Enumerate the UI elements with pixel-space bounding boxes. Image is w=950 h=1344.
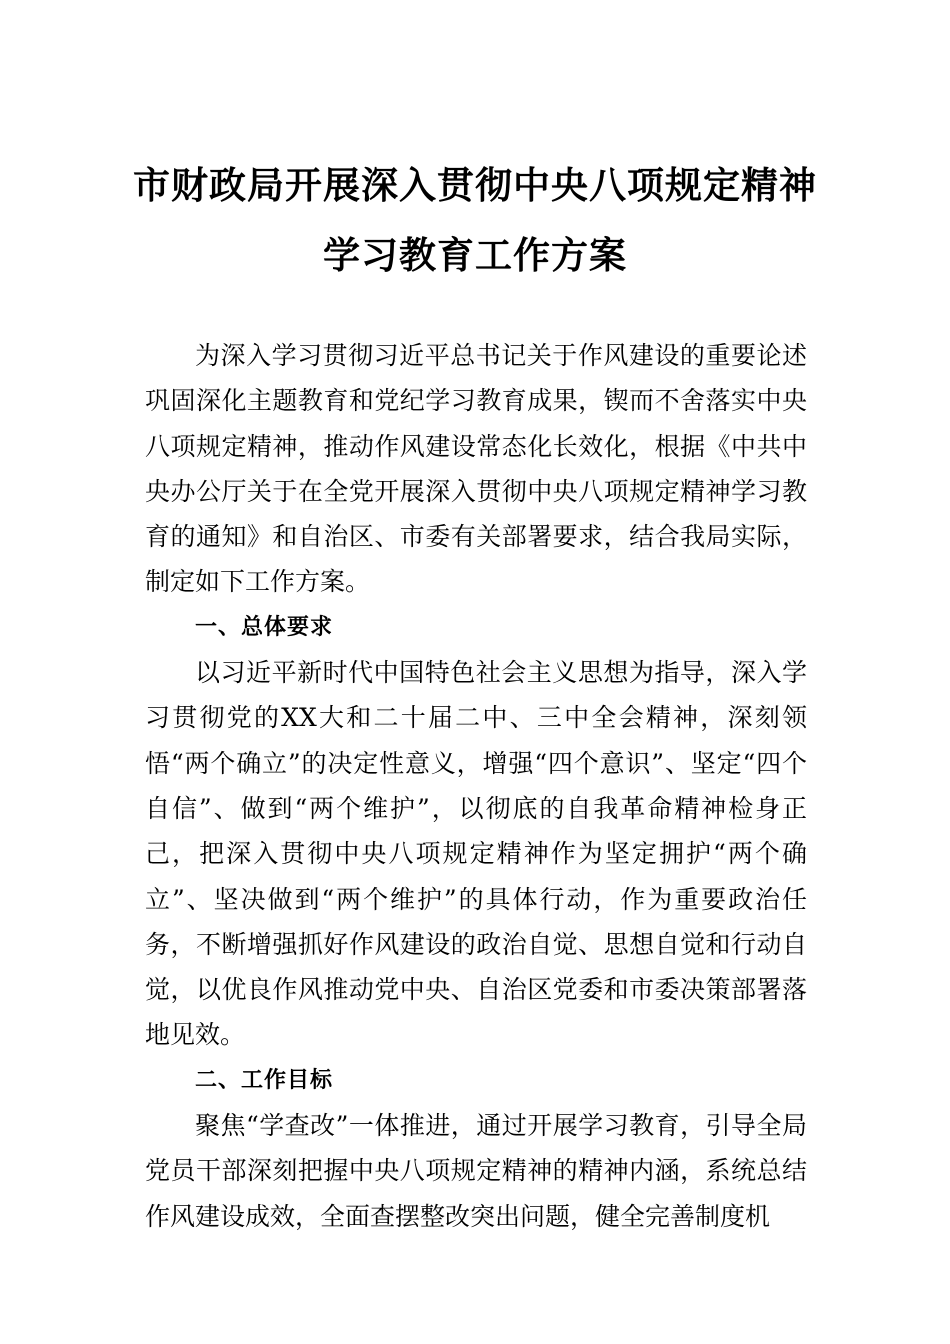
document-title-line-2: 学习教育工作方案 bbox=[323, 233, 627, 277]
intro-paragraph: 为深入学习贯彻习近平总书记关于作风建设的重要论述巩固深化主题教育和党纪学习教育成果，锲而不舍落实中央八项规定精神，推动作风建设常态化长效化，根据《中共中央办公厅关于在全党开展深入贯彻中央八项规定精神学习教育的通知》和自治区、市委有关部署要求，结合我局实际，制定如下工作方案。 bbox=[145, 341, 807, 597]
section-paragraph-work-goals: 聚焦“学查改”一体推进，通过开展学习教育，引导全局党员干部深刻把握中央八项规定精神的精神内涵，系统总结作风建设成效，全面查摆整改突出问题，健全完善制度机 bbox=[145, 1111, 807, 1231]
document-body bbox=[145, 333, 807, 1239]
section-paragraph-general-requirements: 以习近平新时代中国特色社会主义思想为指导，深入学习贯彻党的XX大和二十届二中、三中全会精神，深刻领悟“两个确立”的决定性意义，增强“四个意识”、坚定“四个自信”、做到“两个维护”，以彻底的自我革命精神检身正己，把深入贯彻中央八项规定精神作为坚定拥护“两个确立”、坚决做到“两个维护”的具体行动，作为重要政治任务，不断增强抓好作风建设的政治自觉、思想自觉和行动自觉，以优良作风推动党中央、自治区党委和市委决策部署落地见效。 bbox=[145, 658, 807, 1050]
section-heading-work-goals: 二、工作目标 bbox=[195, 1067, 334, 1093]
section-heading-general-requirements: 一、总体要求 bbox=[195, 614, 334, 640]
document-title-line-1: 市财政局开展深入贯彻中央八项规定精神 bbox=[133, 163, 817, 207]
